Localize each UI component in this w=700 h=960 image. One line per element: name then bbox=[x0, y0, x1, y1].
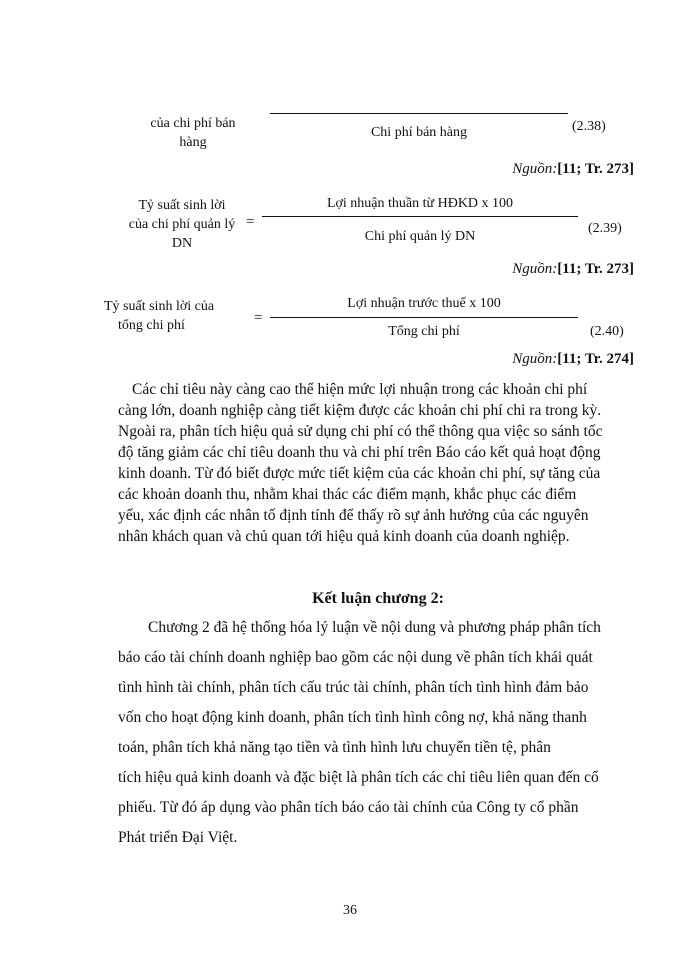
formula-240-number: (2.40) bbox=[590, 324, 624, 339]
formula-239-number: (2.39) bbox=[588, 221, 622, 236]
formula-240-denominator: Tổng chi phí bbox=[388, 324, 460, 339]
formula-240-equals: = bbox=[254, 310, 263, 326]
body-paragraph bbox=[118, 379, 638, 547]
formula-238-label-line1: của chi phí bán bbox=[150, 116, 236, 131]
conclusion-paragraph bbox=[118, 613, 638, 853]
formula-239-numerator: Lợi nhuận thuần từ HĐKD x 100 bbox=[326, 196, 514, 211]
paragraph-line: nhân khách quan và chủ quan tới hiệu quả kinh doanh của doanh nghiệp. bbox=[118, 528, 570, 545]
formula-239-source bbox=[512, 260, 634, 278]
source-ref: [11; Tr. 274] bbox=[557, 351, 634, 367]
formula-238-denominator: Chi phí bán hàng bbox=[370, 125, 468, 140]
formula-239-label-line2: của chi phí quản lý bbox=[128, 217, 236, 232]
paragraph-line: toán, phân tích khả năng tạo tiền và tình hình lưu chuyển tiền tệ, phân bbox=[118, 739, 551, 756]
paragraph-line: Phát triển Đại Việt. bbox=[118, 829, 238, 846]
paragraph-line: tình hình tài chính, phân tích cấu trúc tài chính, phân tích tình hình đảm bảo bbox=[118, 679, 589, 696]
paragraph-line: Các chỉ tiêu này càng cao thể hiện mức lợi nhuận trong các khoản chi phí bbox=[132, 381, 588, 398]
formula-238-number: (2.38) bbox=[572, 119, 606, 134]
paragraph-line: kinh doanh. Từ đó biết được mức tiết kiệm của các khoản chi phí, sự tăng của bbox=[118, 465, 601, 482]
formula-239-label-line1: Tỷ suất sinh lời bbox=[138, 198, 226, 213]
source-prefix: Nguồn: bbox=[512, 351, 558, 367]
formula-240-label-line2: tổng chi phí bbox=[118, 318, 185, 333]
formula-239-label-line3: DN bbox=[171, 236, 193, 251]
paragraph-line: yếu, xác định các nhân tố định tính để thấy rõ sự ảnh hưởng của các nguyên bbox=[118, 507, 589, 524]
source-ref: [11; Tr. 273] bbox=[557, 261, 634, 277]
formula-239-fraction-bar bbox=[262, 216, 578, 217]
formula-240-numerator: Lợi nhuận trước thuế x 100 bbox=[347, 296, 501, 311]
source-prefix: Nguồn: bbox=[512, 261, 558, 277]
source-prefix: Nguồn: bbox=[512, 161, 558, 177]
paragraph-line: phiếu. Từ đó áp dụng vào phân tích báo cáo tài chính của Công ty cổ phần bbox=[118, 799, 579, 816]
formula-238-label-line2: hàng bbox=[179, 135, 207, 150]
conclusion-heading: Kết luận chương 2: bbox=[312, 590, 444, 607]
formula-239-denominator: Chi phí quản lý DN bbox=[364, 229, 476, 244]
formula-240-source bbox=[512, 350, 634, 368]
paragraph-line: tích hiệu quả kinh doanh và đặc biệt là phân tích các chỉ tiêu liên quan đến cổ bbox=[118, 769, 599, 786]
formula-238-fraction-bar bbox=[270, 113, 568, 114]
formula-240-fraction-bar bbox=[270, 317, 578, 318]
paragraph-line: độ tăng giảm các chỉ tiêu doanh thu và chi phí trên Báo cáo kết quả hoạt động bbox=[118, 444, 601, 461]
formula-239-equals: = bbox=[246, 214, 255, 230]
paragraph-line: Chương 2 đã hệ thống hóa lý luận về nội dung và phương pháp phân tích bbox=[148, 619, 601, 636]
source-ref: [11; Tr. 273] bbox=[557, 161, 634, 177]
paragraph-line: các khoản doanh thu, nhằm khai thác các điểm mạnh, khắc phục các điểm bbox=[118, 486, 577, 503]
formula-238-source bbox=[512, 160, 634, 178]
paragraph-line: vốn cho hoạt động kinh doanh, phân tích tình hình công nợ, khả năng thanh bbox=[118, 709, 587, 726]
paragraph-line: càng lớn, doanh nghiệp càng tiết kiệm được các khoản chi phí chi ra trong kỳ. bbox=[118, 402, 602, 419]
formula-240-label-line1: Tỷ suất sinh lời của bbox=[104, 299, 215, 314]
paragraph-line: Ngoài ra, phân tích hiệu quả sử dụng chi phí có thể thông qua việc so sánh tốc bbox=[118, 423, 603, 440]
paragraph-line: báo cáo tài chính doanh nghiệp bao gồm các nội dung về phân tích khái quát bbox=[118, 649, 593, 666]
page-number: 36 bbox=[343, 903, 357, 918]
